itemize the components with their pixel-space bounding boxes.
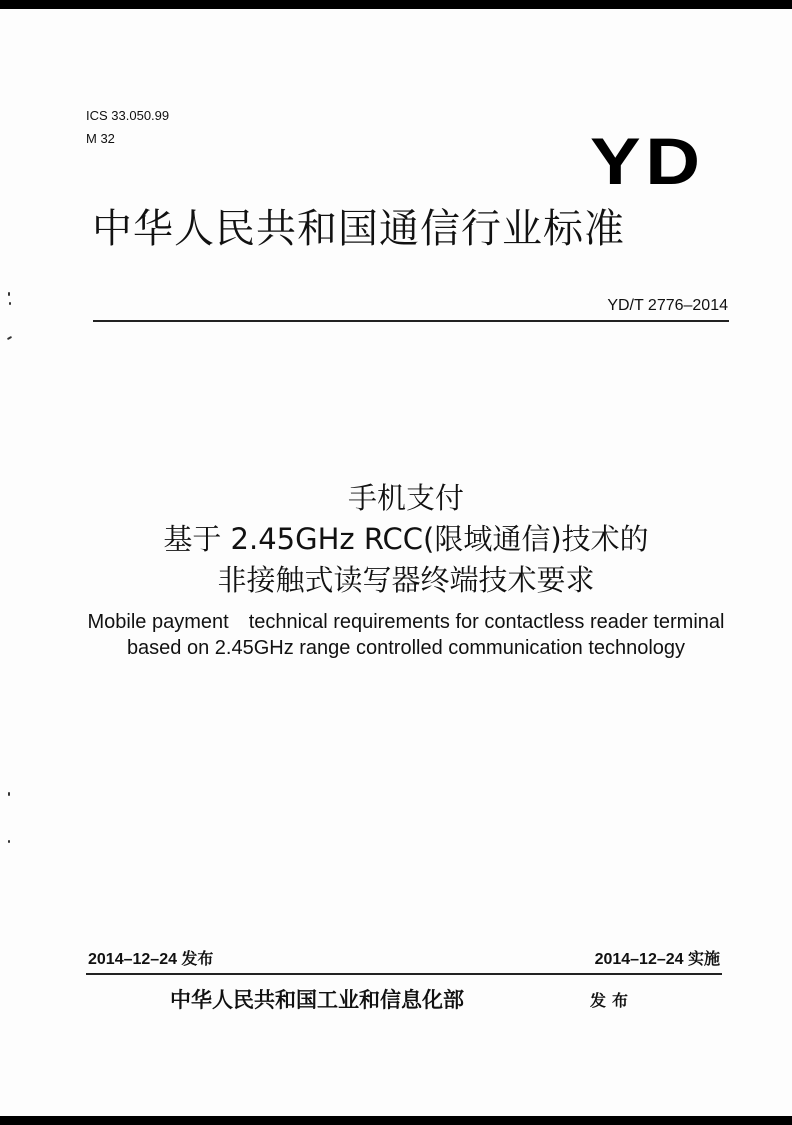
yd-logo: YD: [590, 124, 705, 198]
classification-code: M 32: [86, 131, 115, 146]
scan-speck: [7, 336, 12, 340]
scan-speck: [8, 292, 10, 296]
scan-edge-top: [0, 0, 792, 9]
standard-number: YD/T 2776–2014: [607, 297, 728, 314]
top-divider: [93, 320, 729, 322]
issue-date: 2014–12–24 发布: [88, 951, 214, 968]
scan-speck: [8, 840, 10, 843]
implementation-date: 2014–12–24 实施: [594, 951, 720, 968]
scan-edge-bottom: [0, 1116, 792, 1125]
publisher-name: 中华人民共和国工业和信息化部: [170, 987, 464, 1012]
scan-speck: [9, 302, 11, 305]
scan-speck: [8, 792, 10, 796]
ics-code: ICS 33.050.99: [86, 108, 170, 123]
title-cn-line-3: 非接触式读写器终端技术要求: [217, 563, 595, 597]
title-cn-line-2: 基于 2.45GHz RCC(限域通信)技术的: [163, 522, 649, 556]
bottom-divider: [86, 973, 722, 975]
document-title: [60, 478, 752, 661]
title-cn-line-1: 手机支付: [347, 481, 464, 515]
title-english: Mobile payment technical requirements for contactless reader terminal based on 2.45GHz range controlled communication technology: [87, 611, 725, 659]
publish-label: 发布: [590, 991, 635, 1010]
standard-category-title: 中华人民共和国通信行业标准: [92, 206, 625, 252]
